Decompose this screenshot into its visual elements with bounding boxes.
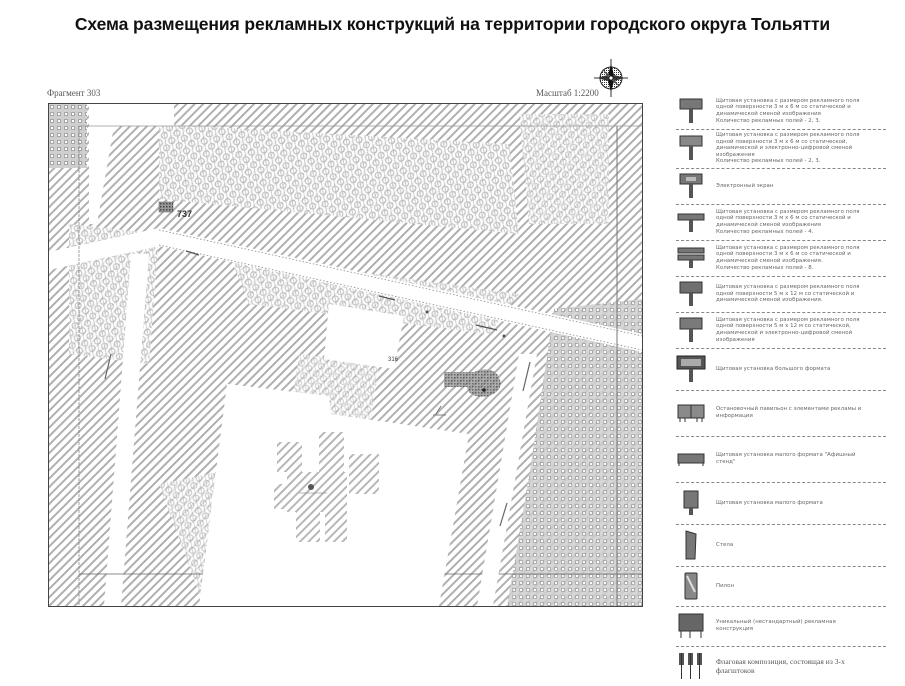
legend-item-billboard-4-fields: Щитовая установка с размером рекламного поля одной поверхности 3 м х 6 м со статической и динамической сменой изображения Количество рекламных полей - 4.: [676, 205, 886, 241]
poster-stand-icon: [677, 452, 705, 466]
legend-item-billboard-8-fields: Щитовая установка с размером рекламного поля одной поверхности 3 м х 6 м со статической и динамической сменой изображения. Количество рекламных полей - 8.: [676, 241, 886, 277]
unique-structure-icon: [678, 613, 704, 639]
billboard-3x6-eight-fields-icon: [677, 247, 705, 269]
building-number-label: 316: [388, 357, 399, 363]
legend-item-billboard-5x12-digital: Щитовая установка с размером рекламного поля одной поверхности 5 м х 12 м со статической, динамической и электронно-цифровой сменой изображения: [676, 313, 886, 349]
billboard-3x6-static-dynamic-icon: [679, 98, 703, 124]
large-format-billboard-icon: [676, 355, 706, 383]
legend-item-electronic-screen: Электронный экран: [676, 169, 886, 205]
legend-item-stele: Стела: [676, 525, 886, 567]
object-number-label: 737: [177, 209, 193, 219]
billboard-5x12-static-dynamic-icon: [679, 281, 703, 307]
legend-item-poster-stand: Щитовая установка малого формата "Афишный стенд": [676, 437, 886, 483]
compass-rose-icon: [592, 58, 630, 98]
legend-item-flag-composition: Флаговая композиция, состоящая из 3-х флагштоков: [676, 647, 886, 686]
fragment-label: Фрагмент 303: [47, 88, 101, 98]
legend-item-bus-stop-pavilion: Остановочный павильон с элементами рекламы и информации: [676, 391, 886, 437]
legend-item-unique-structure: Уникальный (нестандартный) рекламная конструкция: [676, 607, 886, 647]
billboard-3x6-digital-icon: [679, 135, 703, 161]
legend-item-billboard-3x6-digital: Щитовая установка с размером рекламного поля одной поверхности 3 м х 6 м со статической, динамической и электронно-цифровой сменой изображения Количество рекламных полей - 2, 3.: [676, 130, 886, 169]
pylon-icon: [684, 572, 698, 600]
flag-composition-icon: [678, 652, 704, 680]
page-title: Схема размещения рекламных конструкций на территории городского округа Тольятти: [74, 14, 831, 34]
map-canvas: [49, 104, 642, 606]
legend-item-large-format: Щитовая установка большого формата: [676, 349, 886, 391]
legend-item-small-format: Щитовая установка малого формата: [676, 483, 886, 525]
billboard-3x6-four-fields-icon: [677, 211, 705, 233]
electronic-screen-icon: [679, 173, 703, 199]
stele-icon: [684, 530, 698, 560]
small-format-billboard-icon: [683, 490, 699, 516]
map-fragment[interactable]: [48, 103, 643, 607]
legend-item-pylon: Пилон: [676, 567, 886, 607]
billboard-5x12-digital-icon: [679, 317, 703, 343]
legend: [676, 94, 886, 686]
legend-item-billboard-3x6: Щитовая установка с размером рекламного поля одной поверхности 3 м х 6 м со статической и динамической сменой изображения Количество рекламных полей - 2, 3.: [676, 94, 886, 130]
legend-item-billboard-5x12: Щитовая установка с размером рекламного поля одной поверхности 5 м х 12 м со статической и динамической сменой изображения.: [676, 277, 886, 313]
scale-label: Масштаб 1:2200: [536, 88, 599, 98]
bus-stop-pavilion-icon: [677, 403, 705, 423]
